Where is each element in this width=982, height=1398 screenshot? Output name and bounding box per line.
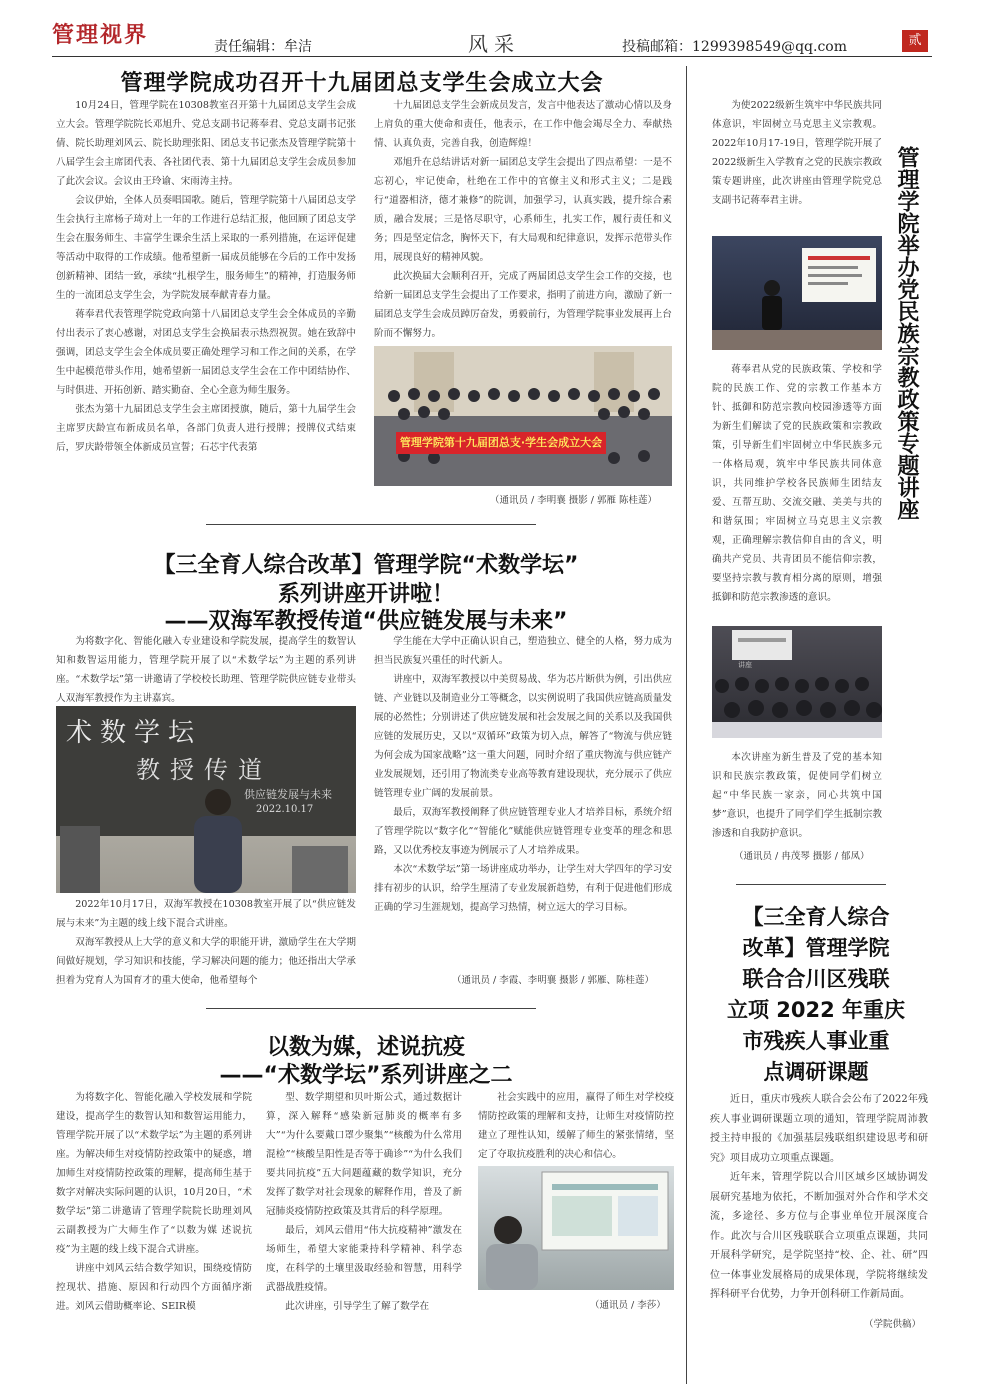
paragraph: 此次讲座，引导学生了解了数学在: [285, 1301, 430, 1312]
article5-title-line: 改革】管理学院: [742, 936, 890, 960]
article5-title-line: 立项 2022 年重庆: [726, 998, 906, 1022]
article3-title-line1: 以数为媒，述说抗疫: [266, 1035, 465, 1060]
header-rule: [52, 56, 932, 57]
article3-col1: [56, 1088, 252, 1316]
article4-body: [712, 360, 882, 607]
paragraph: 十九届团总支学生会新成员发言，发言中他表达了激动心情以及身上肩负的重大使命和责任，他表示，在工作中他会竭尽全力、奉献热情、认真负责，完善自我，创造辉煌！: [374, 100, 672, 149]
board-text-title: 术数学坛: [66, 718, 203, 748]
article4-intro: [712, 96, 882, 210]
paragraph: 双海军教授从上大学的意义和大学的职能开讲，激励学生在大学期间做好规划，学习知识和技能，学习解决问题的能力；他还指出大学承担着为党育人为国育才的重大使命，他希望每个: [56, 937, 356, 986]
submission-email: 投稿邮箱：1299398549@qq.com: [622, 39, 847, 55]
lecture-hall-illustration: [712, 236, 882, 350]
paragraph: 邓旭升在总结讲话对新一届团总支学生会提出了四点希望：一是不忘初心，牢记使命，杜绝在工作中的官僚主义和形式主义；二是践行“道器相济，德才兼修”的院训，加强学习，认真实践，提升综合素质，融合发展；三是恪尽职守，心系师生，扎实工作，履行责任和义务；四是坚定信念，胸怀天下，有大局观和纪律意识，发挥示范带头作用，展现良好的精神风貌。: [374, 157, 672, 263]
audience-photo: [712, 626, 882, 738]
paragraph: 讲座中刘风云结合数学知识，围绕疫情防控现状、措施、原因和行动四个方面循序渐进。刘风云借助概率论、SEIR模: [56, 1263, 252, 1312]
paragraph: 最后，双海军教授阐释了供应链管理专业人才培养目标，系统介绍了管理学院以“数字化”“智能化”赋能供应链管理专业变革的理念和思路，又以优秀校友事迹为例展示了人才培养成果。: [374, 807, 672, 856]
article3-credit: （通讯员 / 李莎）: [590, 1300, 666, 1311]
paragraph: 本次讲座为新生普及了党的基本知识和民族宗教政策，促使同学们树立起“中华民族一家亲，同心共筑中国梦”意识，也提升了同学们学生抵制宗教渗透和自我防护意识。: [712, 752, 882, 839]
event-banner: 管理学院第十九届团总支·学生会成立大会: [396, 432, 606, 454]
lecturer-figure: [56, 706, 356, 893]
editor-line: 责任编辑：牟洁: [214, 39, 312, 55]
article3-col3: [478, 1088, 674, 1164]
paragraph: 最后，刘风云借用“伟大抗疫精神”激发在场师生，希望大家能秉持科学精神、科学态度，在科学的土壤里汲取经验和智慧，用科学武器战胜疫情。: [266, 1225, 462, 1293]
article1-title: 管理学院成功召开十九届团总支学生会成立大会: [120, 71, 604, 96]
article2-title-line2: 系列讲座开讲啦！: [277, 582, 454, 607]
article2-title-line1: 【三全育人综合改革】管理学院“术数学坛”: [153, 553, 579, 578]
article5-title-line: 联合合川区残联: [742, 967, 890, 991]
board-text-subtitle: 教授传道: [136, 756, 272, 784]
article4-end: [712, 748, 882, 843]
paragraph: 张杰为第十九届团总支学生会主席团授旗，随后，第十九届学生会主席罗庆龄宣布新成员名单，各部门负责人进行授牌；授牌仪式结束后，罗庆龄带领全体新成员宣誓；石芯宇代表第: [56, 404, 356, 453]
article1-credit: （通讯员 / 李明襄 摄影 / 郭雁 陈桂莲）: [490, 495, 658, 506]
group-photo-illustration: [374, 346, 672, 486]
article4-credit: （通讯员 / 冉茂琴 摄影 / 郁凤）: [734, 851, 870, 862]
paragraph: 讲座中，双海军教授以中美贸易战、华为芯片断供为例，引出供应链、产业链以及制造业分工等概念，以实例说明了我国供应链高质量发展的必然性；分别讲述了供应链发展和社会发展之间的关系以及我国供应链的发展历史，又以“双循环”政策为切入点，解答了“物流与供应链为何会成为国家战略”这一重大问题，同时介绍了重庆物流与供应链产业发展规划，还引用了物流类专业高等教育建设现状，充分展示了供应链管理专业广阔的发展前景。: [374, 674, 672, 799]
divider: [206, 524, 536, 525]
classroom-illustration: [478, 1166, 674, 1290]
article1-col1: [56, 96, 356, 457]
paragraph: 此次换届大会顺利召开，完成了两届团总支学生会工作的交接，也给新一届团总支学生会提出了工作要求，指明了前进方向，激励了新一届团总支学生会成员踔厉奋发，勇毅前行，为管理学院事业发展再上台阶而不懈努力。: [374, 271, 672, 339]
article2-col1-top: [56, 632, 356, 708]
classroom-photo: [478, 1166, 674, 1290]
article5-title: [712, 902, 920, 1088]
article2-col2: [374, 632, 672, 917]
article3-col2: [266, 1088, 462, 1316]
paragraph: 为使2022级新生筑牢中华民族共同体意识，牢固树立马克思主义宗教观。2022年10月17-19日，管理学院开展了2022级新生入学教育之党的民族宗教政策专题讲座，此次讲座由管理学院党总支副书记蒋奉君主讲。: [712, 100, 882, 206]
divider: [736, 884, 886, 885]
divider: [206, 1008, 536, 1009]
paragraph: 社会实践中的应用，赢得了师生对学校疫情防控政策的理解和支持，让师生对疫情防控建立了理性认知，缓解了师生的紧张情绪，坚定了夺取抗疫胜利的决心和信心。: [478, 1092, 674, 1160]
page-number-badge: 贰: [902, 30, 928, 52]
article4-vertical-title: 管理学院举办党民族宗教政策专题讲座: [894, 146, 919, 520]
paragraph: 近年来，管理学院以合川区域乡区域协调发展研究基地为依托，不断加强对外合作和学术交流，多途径、多方位与企事业单位开展深度合作。此次与合川区残联联合立项重点课题，共同开展科学研究，是学院坚持“校、企、社、研”四位一体事业发展格局的成果体现，学院将继续发挥科研平台优势，力争开创科研工作新局面。: [710, 1172, 928, 1300]
paragraph: 近日，重庆市残疾人联合会公布了2022年残疾人事业调研课题立项的通知，管理学院周沛教授主持申报的《加强基层残联组织建设思考和研究》项目成功立项重点课题。: [710, 1094, 928, 1164]
article2-col1-bottom: [56, 895, 356, 990]
article2-credit: （通讯员 / 李霞、李明襄 摄影 / 郭雁、陈桂莲）: [452, 975, 655, 986]
lecture-photo: [56, 706, 356, 893]
article3-title-line2: ——“术数学坛”系列讲座之二: [219, 1063, 513, 1088]
lecture-hall-photo: [712, 236, 882, 350]
paragraph: 会议伊始，全体人员奏唱国歌。随后，管理学院第十八届团总支学生会执行主席杨子琦对上一年的工作进行总结汇报，他回顾了团总支学生会在服务师生、丰富学生课余生活上采取的一系列措施，在运评促建等活动中取得的工作成绩。他希望新一届成员能够在今后的工作中发扬创新精神、团结一致，承续“扎根学生，服务师生”的精神，打造服务师生的一流团总支学生会，为学院发展奉献青春力量。: [56, 195, 356, 301]
article1-col2: [374, 96, 672, 343]
paragraph: 2022年10月17日，双海军教授在10308教室开展了以“供应链发展与未来”为主题的线上线下混合式讲座。: [56, 899, 356, 929]
board-text-date: 2022.10.17: [256, 804, 314, 815]
article5-credit: （学院供稿）: [864, 1319, 922, 1330]
paragraph: 10月24日，管理学院在10308教室召开第十九届团总支学生会成立大会。管理学院院长邓旭升、党总支副书记蒋奉君、党总支副书记张倩、院长助理刘风云、院长助理张阳、团总支书记张杰及管理学院第十八届学生会主席团代表、各社团代表、第十九届团总支学生会成员参加了此次会议。会议由王玲谕、宋雨涛主持。: [56, 100, 356, 187]
paragraph: 为将数字化、智能化融入专业建设和学院发展，提高学生的数智认知和数智运用能力，管理学院开展了以“术数学坛”为主题的系列讲座。“术数学坛”第一讲邀请了学校校长助理、管理学院供应链专业带头人双海军教授作为主讲嘉宾。: [56, 636, 356, 704]
masthead-logo: 管理视界: [52, 22, 149, 48]
article5-title-line: 【三全育人综合: [742, 905, 890, 929]
slide-label: 讲座: [738, 661, 752, 669]
board-text-topic: 供应链发展与未来: [244, 788, 332, 801]
paragraph: 本次“术数学坛”第一场讲座成功举办，让学生对大学四年的学习安排有初步的认识，给学生厘清了专业发展新趋势，有利于促进他们形成正确的学习生涯规划，提高学习热情，树立远大的学习目标。: [374, 864, 672, 913]
paragraph: 蒋奉君代表管理学院党政向第十八届团总支学生会全体成员的辛勤付出表示了衷心感谢，对团总支学生会换届表示热烈祝贺。她在致辞中强调，团总支学生会全体成员要正确处理学习和工作之间的关系，在学生中起模范带头作用，她希望新一届团总支学生会在工作中团结协作、与时俱进、开拓创新、踏实勤奋、全心全意为师生服务。: [56, 309, 356, 396]
paragraph: 为将数字化、智能化融入学校发展和学院建设，提高学生的数智认知和数智运用能力，管理学院开展了以“术数学坛”为主题的系列讲座。为解决师生对疫情防控政策中的疑惑，增加师生对疫情防控政策的理解，提高师生基于数字对解决实际问题的认识，10月20日，“术数学坛”第二讲邀请了管理学院院长助理刘风云副教授为广大师生作了“以数为媒 述说抗疫”为主题的线上线下混合式讲座。: [56, 1092, 252, 1255]
article5-title-line: 点调研课题: [763, 1060, 869, 1084]
paragraph: 型、数学期望和贝叶斯公式，通过数据计算，深入解释“感染新冠肺炎的概率有多大”“为什么要戴口罩少聚集”“核酸为什么常用混检”“核酸呈阳性是否等于确诊”“为什么我们要共同抗疫”五大问题蕴藏的数学知识，充分发挥了数学对社会现象的解释作用，普及了新冠肺炎疫情防控政策及其背后的科学原理。: [266, 1092, 462, 1217]
article2-title-line3: ——双海军教授传道“供应链发展与未来”: [164, 609, 568, 634]
article5-body: [710, 1090, 928, 1305]
section-name: 风采: [468, 32, 520, 56]
group-photo: [374, 346, 672, 486]
audience-illustration: [712, 626, 882, 738]
paragraph: 学生能在大学中正确认识自己，塑造独立、健全的人格，努力成为担当民族复兴重任的时代新人。: [374, 636, 672, 666]
paragraph: 蒋奉君从党的民族政策、学校和学院的民族工作、党的宗教工作基本方针、抵御和防范宗教向校园渗透等方面为新生们解读了党的民族政策和宗教政策，引导新生们牢固树立中华民族多元一体格局观，筑牢中华民族共同体意识，共同维护学校各民族师生团结友爱、互帮互助、交流交融、美美与共的和谐氛围；牢固树立马克思主义宗教观，正确理解宗教信仰自由的含义，明确共产党员、共青团员不能信仰宗教，要坚持宗教与教育相分离的原则，增强抵御和防范宗教渗透的意识。: [712, 364, 882, 603]
article5-title-line: 市残疾人事业重: [742, 1029, 890, 1053]
column-separator: [686, 66, 687, 1384]
